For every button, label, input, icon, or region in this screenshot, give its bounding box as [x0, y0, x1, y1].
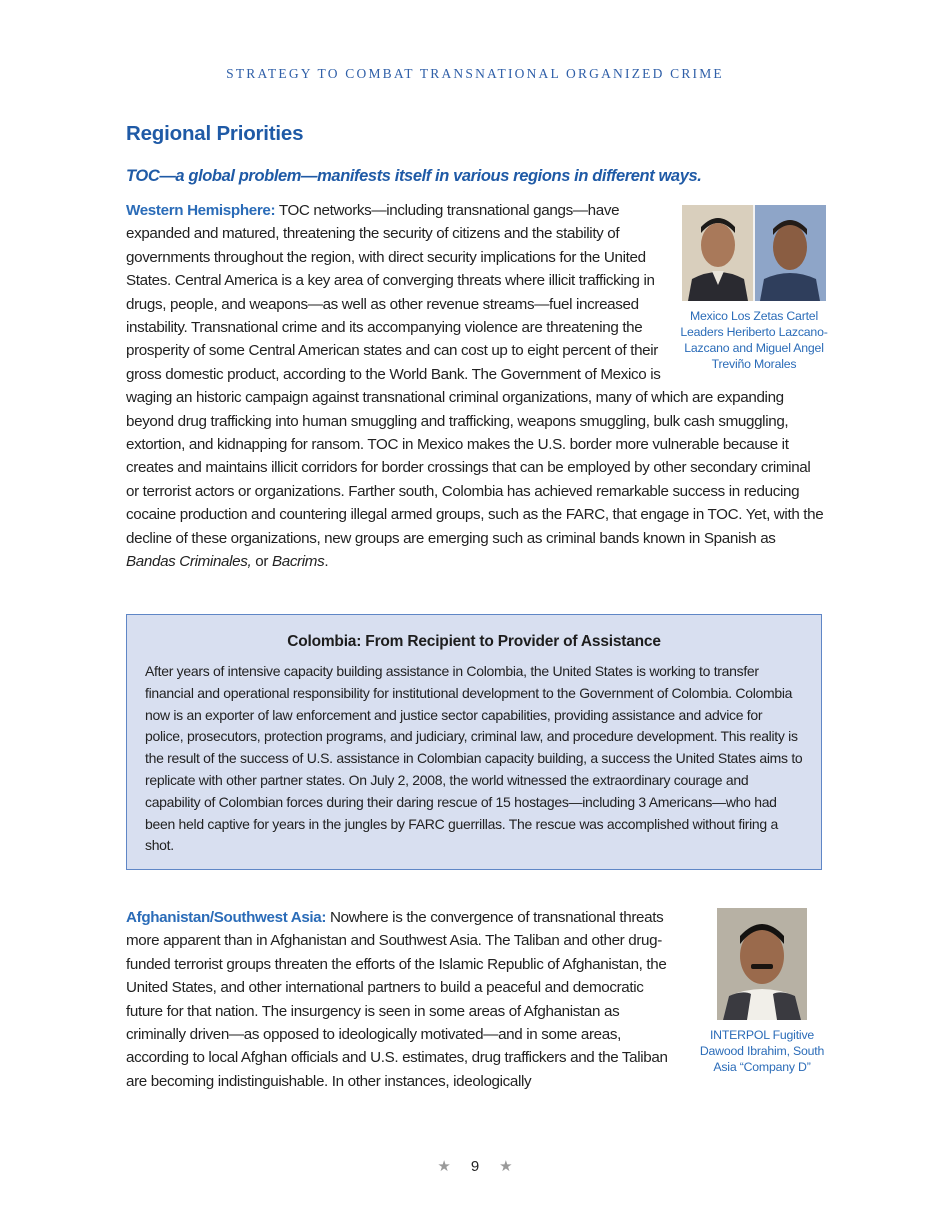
- bacrims-term: Bacrims: [271, 553, 325, 571]
- afghanistan-lead: Afghanistan/Southwest Asia:: [126, 909, 327, 926]
- star-left-icon: ★: [437, 1158, 451, 1175]
- afghanistan-section: [126, 906, 824, 1093]
- zetas-leaders-photo-image: [682, 205, 826, 301]
- running-head: STRATEGY TO COMBAT TRANSNATIONAL ORGANIZED CRIME: [226, 66, 724, 81]
- zetas-leaders-caption: Mexico Los Zetas Cartel Leaders Heriberto Lazcano-Lazcano and Miguel Angel Treviño Morales: [680, 309, 828, 371]
- colombia-sidebar-box: [126, 614, 822, 870]
- dawood-ibrahim-photo: [717, 908, 807, 1020]
- western-hemisphere-text: TOC networks—including transnational gangs—have expanded and matured, threatening the security of citizens and the stability of governments throughout the region, with direct security implications for the United States. Central America is a key area of converging threats where illicit trafficking in drugs, people, and weapons—as well as other revenue streams—fuel increased instability. Transnational crime and its accompanying violence are threatening the prosperity of some Central American states and can cost up to eight percent of their gross domestic product, according to the World Bank. The Government of Mexico is waging an historic campaign against transnational criminal organizations, many of which are expanding beyond drug trafficking into human smuggling and trafficking, weapons smuggling, bulk cash smuggling, extortion, and kidnapping for ransom. TOC in Mexico makes the U.S. border more vulnerable because it creates and maintains illicit corridors for border crossings that can be employed by other secondary criminal or terrorist actors or organizations. Farther south, Colombia has achieved remarkable success in reducing cocaine production and countering illegal armed groups, such as the FARC, that engage in TOC. Yet, with the decline of these organizations, new groups are emerging such as criminal bands known in Spanish as: [126, 202, 824, 547]
- section-subtitle: TOC—a global problem—manifests itself in various regions in different ways.: [126, 167, 702, 185]
- dawood-ibrahim-photo-image: [717, 908, 807, 1020]
- colombia-box-text: After years of intensive capacity building assistance in Colombia, the United States is working to transfer financial and operational responsibility for institutional development to the Government of Colombia. Colombia now is an exporter of law enforcement and justice sector capabilities, providing assistance and advice for police, prosecutors, protection programs, and judiciary, criminal law, and procedure development. This reality is the result of the success of U.S. assistance in Colombian capacity building, a success the United States aims to replicate with other partner states. On July 2, 2008, the world witnessed the extraordinary courage and capability of Colombian forces during their daring rescue of 15 hostages—including 3 Americans—who had been held captive for years in the jungles by FARC guerrillas. The rescue was accomplished without firing a shot.: [145, 663, 803, 854]
- star-right-icon: ★: [499, 1158, 513, 1175]
- western-hemisphere-lead: Western Hemisphere:: [126, 202, 276, 219]
- western-hemisphere-connector: or: [251, 553, 272, 571]
- zetas-leaders-photo: [682, 205, 826, 301]
- dawood-ibrahim-figure: [692, 908, 832, 1075]
- afghanistan-text: Nowhere is the convergence of transnational threats more apparent than in Afghanistan and Southwest Asia. The Taliban and other drug-funded terrorist groups threaten the efforts of the Islamic Republic of Afghanistan, the United States, and other international partners to build a peaceful and democratic future for that nation. The insurgency is seen in some areas of Afghanistan as criminally driven—as opposed to ideologically motivated—and in some areas, according to local Afghan officials and U.S. estimates, drug traffickers and the Taliban are becoming indistinguishable. In other instances, ideologically: [126, 909, 668, 1090]
- dawood-ibrahim-caption: INTERPOL Fugitive Dawood Ibrahim, South Asia “Company D”: [699, 1028, 825, 1074]
- colombia-box-title: Colombia: From Recipient to Provider of Assistance: [287, 633, 661, 650]
- page-number: 9: [470, 1158, 480, 1175]
- page-footer: [0, 1157, 950, 1175]
- bandas-criminales-term: Bandas Criminales,: [126, 553, 252, 571]
- western-hemisphere-end: .: [324, 553, 329, 571]
- western-hemisphere-section: [126, 199, 828, 574]
- zetas-leaders-figure: [674, 205, 834, 372]
- section-title: Regional Priorities: [126, 122, 304, 145]
